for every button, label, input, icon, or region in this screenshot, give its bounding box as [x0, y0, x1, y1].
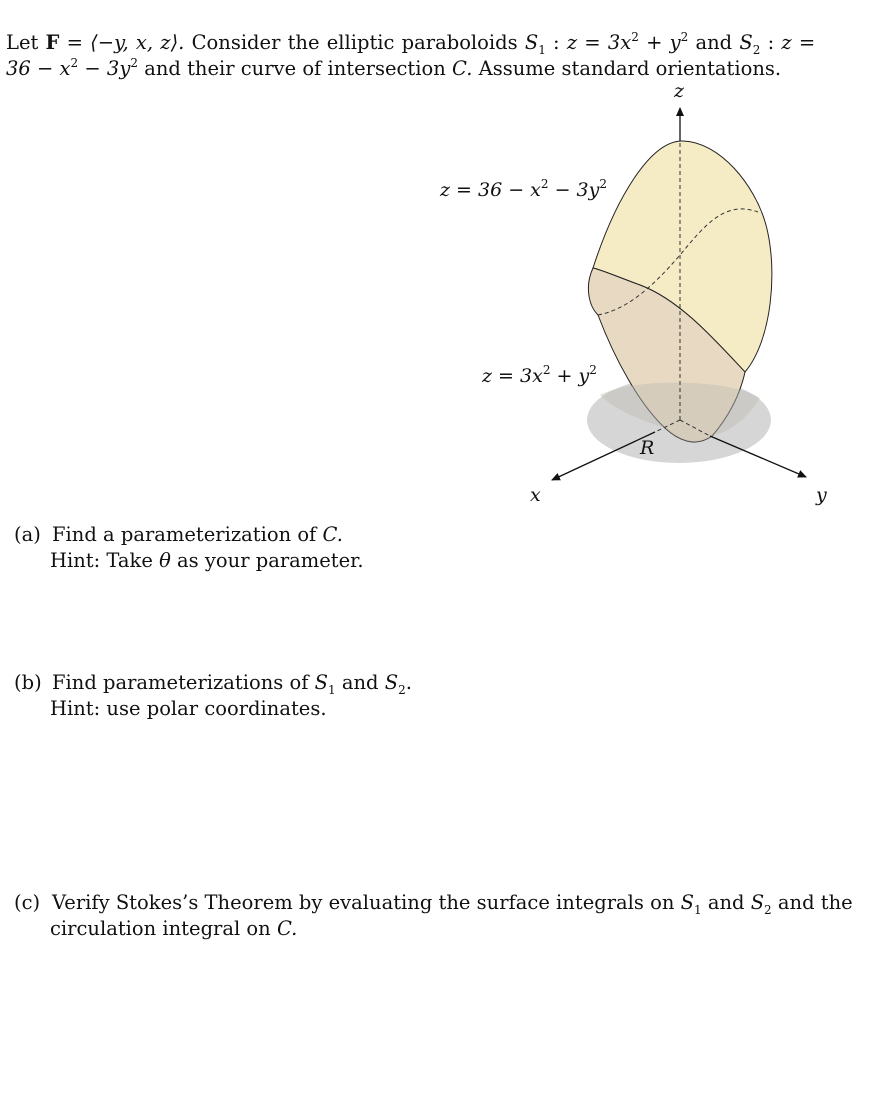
surface-s2-symbol: S: [750, 891, 765, 914]
part-b-hint-text: Hint: use polar coordinates.: [50, 697, 327, 720]
superscript-2: 2: [70, 56, 79, 70]
part-a-text: Find a parameterization of: [52, 523, 317, 546]
s2-equation-b: − 3y: [84, 57, 131, 80]
s1-equation-b: + y: [646, 31, 681, 54]
part-b-hint: [50, 696, 327, 722]
superscript-2: 2: [540, 177, 549, 191]
part-a-label: (a): [14, 523, 41, 546]
period: .: [405, 671, 412, 694]
theta-symbol: θ: [159, 549, 171, 572]
part-a-hint-text: Hint: Take: [50, 549, 153, 572]
curve-c-symbol: C.: [276, 917, 298, 940]
superscript-2: 2: [680, 30, 689, 44]
subscript-1: 1: [693, 903, 702, 917]
subscript-2: 2: [752, 43, 761, 57]
part-b-text: Find parameterizations of: [52, 671, 309, 694]
axis-x-label: x: [530, 484, 541, 506]
axis-z-label: z: [674, 80, 685, 102]
part-b-label: (b): [14, 671, 42, 694]
lower-label-part-b: + y: [556, 365, 590, 387]
colon: :: [553, 31, 560, 54]
intro-and: and: [695, 31, 733, 54]
part-c: [14, 890, 853, 918]
part-b: [14, 670, 412, 698]
superscript-2: 2: [542, 363, 551, 377]
axis-y-label: y: [816, 484, 827, 506]
vector-field-symbol: F: [45, 31, 60, 54]
part-c-line-2: [50, 916, 297, 942]
s2-equation-a: 36 − x: [6, 57, 71, 80]
intro-phrase-2: and their curve of intersection: [144, 57, 446, 80]
colon: :: [767, 31, 775, 54]
part-c-text: Verify Stokes’s Theorem by evaluating the surface integrals on: [52, 891, 675, 914]
superscript-2: 2: [589, 363, 597, 377]
s1-equation-a: z = 3x: [566, 31, 632, 54]
part-c-and: and: [707, 891, 745, 914]
intro-equals: =: [66, 31, 83, 54]
subscript-1: 1: [328, 683, 336, 697]
part-c-text-2: and the: [777, 891, 853, 914]
s2-equation-start: z =: [781, 31, 816, 54]
lower-surface-label: [482, 365, 597, 387]
intro-phrase-3: Assume standard orientations.: [478, 57, 782, 80]
superscript-2: 2: [130, 56, 138, 70]
lower-label-part-a: z = 3x: [482, 365, 543, 387]
part-a-hint-text-2: as your parameter.: [177, 549, 364, 572]
region-r-label: R: [640, 437, 655, 459]
surface-s2-symbol: S: [384, 671, 399, 694]
part-a-hint: [50, 548, 364, 574]
part-c-label: (c): [14, 891, 41, 914]
subscript-2: 2: [764, 903, 772, 917]
surface-s2-symbol: S: [739, 31, 753, 54]
part-a: [14, 522, 343, 548]
surface-s1-symbol: S: [314, 671, 329, 694]
subscript-1: 1: [538, 43, 546, 57]
vector-field-definition: ⟨−y, x, z⟩.: [90, 31, 185, 54]
upper-surface-label: [440, 179, 607, 201]
curve-c-symbol: C.: [322, 523, 343, 546]
surface-s1-symbol: S: [524, 31, 539, 54]
surface-s1-symbol: S: [680, 891, 694, 914]
curve-c-symbol: C.: [452, 57, 473, 80]
part-c-text-3: circulation integral on: [50, 917, 271, 940]
upper-label-part-b: − 3y: [554, 179, 600, 201]
intro-word: Let: [6, 31, 39, 54]
superscript-2: 2: [631, 30, 639, 44]
part-b-and: and: [341, 671, 379, 694]
subscript-2: 2: [398, 683, 406, 697]
upper-label-part-a: z = 36 − x: [440, 179, 541, 201]
superscript-2: 2: [599, 177, 608, 191]
paraboloid-figure: [0, 0, 878, 520]
intro-phrase: Consider the elliptic paraboloids: [191, 31, 518, 54]
